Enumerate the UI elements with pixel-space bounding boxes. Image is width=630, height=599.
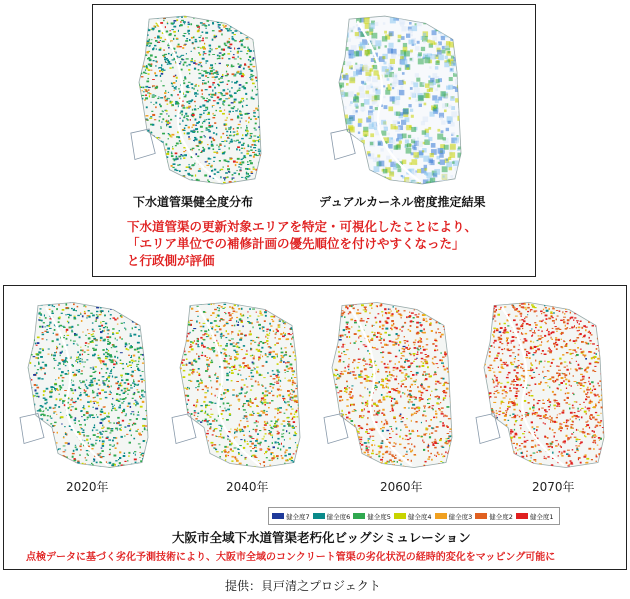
legend-item xyxy=(516,512,554,521)
district-map-graphic xyxy=(325,11,475,189)
legend-item xyxy=(394,512,432,521)
evaluation-note xyxy=(127,218,477,269)
kernel-density-map xyxy=(325,11,475,189)
caption-right: デュアルカーネル密度推定結果 xyxy=(319,195,486,209)
map-2060 xyxy=(322,296,462,474)
credit-line: 提供：貝戸清之プロジェクト xyxy=(225,579,381,593)
legend-label: 健全度1 xyxy=(529,512,554,521)
legend-swatch xyxy=(516,513,528,519)
legend-item xyxy=(435,512,473,521)
district-map-graphic xyxy=(170,296,310,474)
legend-item xyxy=(353,512,391,521)
legend-item xyxy=(313,512,351,521)
simulation-title: 大阪市全域下水道管渠老朽化ビッグシミュレーション xyxy=(172,530,471,545)
map-2040 xyxy=(170,296,310,474)
legend-label: 健全度7 xyxy=(286,512,310,521)
caption-left: 下水道管渠健全度分布 xyxy=(133,195,254,209)
legend-label: 健全度2 xyxy=(489,512,513,521)
year-2040: 2040年 xyxy=(226,480,269,494)
legend-swatch xyxy=(435,513,447,519)
legend-label: 健全度5 xyxy=(367,512,391,521)
health-legend xyxy=(268,507,560,525)
bottom-panel xyxy=(3,285,627,570)
district-map-graphic xyxy=(18,296,158,474)
note-line-2: 「エリア単位での補修計画の優先順位を付けやすくなった」 xyxy=(127,236,465,251)
legend-label: 健全度4 xyxy=(407,512,432,521)
legend-swatch xyxy=(353,513,365,519)
legend-swatch xyxy=(272,513,284,519)
legend-label: 健全度3 xyxy=(448,512,473,521)
legend-swatch xyxy=(394,513,406,519)
district-map-graphic xyxy=(322,296,462,474)
legend-label: 健全度6 xyxy=(326,512,351,521)
year-2070: 2070年 xyxy=(532,480,575,494)
district-map-graphic xyxy=(474,296,614,474)
simulation-note: 点検データに基づく劣化予測技術により、大阪市全域のコンクリート管渠の劣化状況の経時的変化をマッピング可能に xyxy=(26,552,556,563)
year-2020: 2020年 xyxy=(66,480,109,494)
note-line-1: 下水道管渠の更新対象エリアを特定・可視化したことにより、 xyxy=(127,219,478,234)
map-2070 xyxy=(474,296,614,474)
map-2020 xyxy=(18,296,158,474)
legend-swatch xyxy=(475,513,487,519)
top-panel xyxy=(92,4,536,277)
health-distribution-map xyxy=(125,11,275,189)
legend-swatch xyxy=(313,513,325,519)
note-line-3: と行政側が評価 xyxy=(127,253,215,268)
legend-item xyxy=(475,512,513,521)
year-2060: 2060年 xyxy=(380,480,423,494)
district-map-graphic xyxy=(125,11,275,189)
legend-item xyxy=(272,512,310,521)
